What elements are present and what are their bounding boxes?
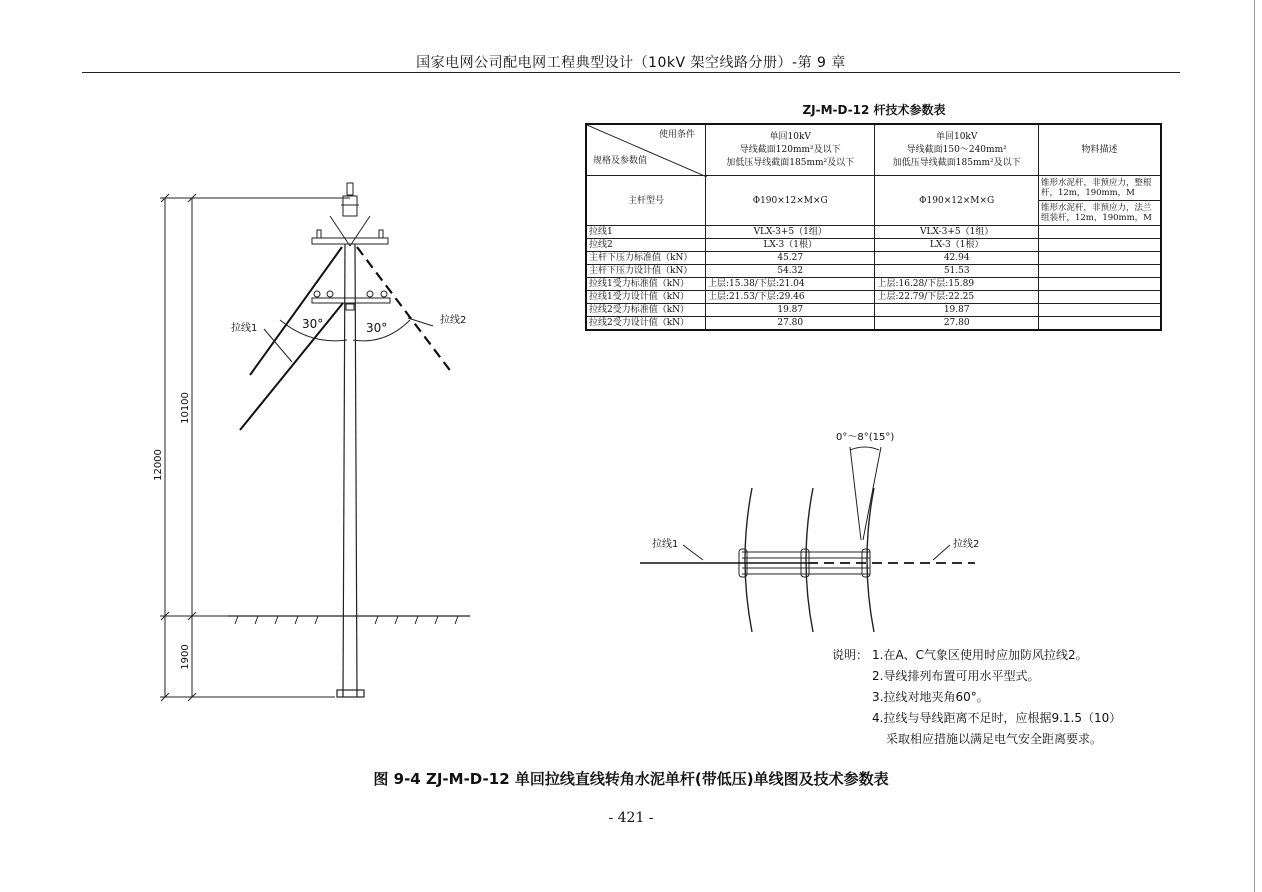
row-material-empty bbox=[1038, 278, 1161, 291]
row-v2: 51.53 bbox=[875, 265, 1038, 278]
plan-guy2-label: 拉线2 bbox=[953, 539, 980, 550]
row-v2: Φ190×12×M×G bbox=[875, 176, 1038, 226]
row-v2: 19.87 bbox=[875, 304, 1038, 317]
note-item: 3.拉线对地夹角60°。 bbox=[872, 690, 989, 704]
angle2-label: 30° bbox=[366, 321, 388, 335]
row-v2: 27.80 bbox=[875, 317, 1038, 331]
note-line bbox=[832, 645, 1121, 666]
col2-line2: 导线截面150～240mm² bbox=[906, 144, 1007, 155]
lower-crossarm bbox=[312, 291, 390, 310]
table-row bbox=[586, 278, 1161, 291]
dimension-lines bbox=[160, 194, 350, 701]
col3-header: 物料描述 bbox=[1038, 124, 1161, 176]
row-name: 拉线1受力设计值（kN） bbox=[586, 291, 706, 304]
row-name: 主杆下压力设计值（kN） bbox=[586, 265, 706, 278]
row-name: 拉线2 bbox=[586, 239, 706, 252]
row-name: 主杆下压力标准值（kN） bbox=[586, 252, 706, 265]
row-name: 拉线2受力标准值（kN） bbox=[586, 304, 706, 317]
row-v1: 27.80 bbox=[706, 317, 875, 331]
table-row bbox=[586, 291, 1161, 304]
ground-hatch bbox=[235, 616, 458, 624]
row-material-empty bbox=[1038, 291, 1161, 304]
row-material-empty bbox=[1038, 265, 1161, 278]
dim-below-label: 1900 bbox=[180, 644, 191, 670]
plan-angle-label: 0°～8°(15°) bbox=[836, 432, 895, 443]
table-row bbox=[586, 252, 1161, 265]
row-name: 拉线1受力标准值（kN） bbox=[586, 278, 706, 291]
col2-header bbox=[875, 124, 1038, 176]
guy-wire-1 bbox=[240, 247, 343, 430]
row-name: 拉线2受力设计值（kN） bbox=[586, 317, 706, 331]
material-1: 锥形水泥杆，非预应力，整根杆，12m，190mm，M bbox=[1038, 176, 1161, 201]
row-v2: LX-3（1根） bbox=[875, 239, 1038, 252]
guy2-label: 拉线2 bbox=[440, 315, 467, 326]
col1-line3: 加低压导线截面185mm²及以下 bbox=[726, 157, 855, 168]
guy-wire-2 bbox=[357, 247, 452, 373]
plan-view-drawing bbox=[739, 447, 881, 632]
dim-total-label: 12000 bbox=[153, 449, 164, 481]
corner-bottom-label: 规格及参数值 bbox=[593, 156, 648, 166]
corner-top-label: 使用条件 bbox=[658, 130, 695, 140]
row-name: 拉线1 bbox=[586, 226, 706, 239]
note-item: 1.在A、C气象区使用时应加防风拉线2。 bbox=[872, 648, 1088, 662]
col2-line3: 加低压导线截面185mm²及以下 bbox=[892, 157, 1021, 168]
row-v2: 上层:16.28/下层:15.89 bbox=[875, 278, 1038, 291]
row-v2: VLX-3+5（1组） bbox=[875, 226, 1038, 239]
row-v1: Φ190×12×M×G bbox=[706, 176, 875, 226]
guy1-label: 拉线1 bbox=[231, 323, 258, 334]
table-row bbox=[586, 239, 1161, 252]
table-row bbox=[586, 265, 1161, 278]
row-v1: 上层:15.38/下层:21.04 bbox=[706, 278, 875, 291]
table-header-row bbox=[586, 124, 1161, 176]
top-crossarm bbox=[312, 183, 388, 246]
figure-caption: 图 9-4 ZJ-M-D-12 单回拉线直线转角水泥单杆(带低压)单线图及技术参数表 bbox=[373, 770, 889, 788]
dim-above-label: 10100 bbox=[180, 392, 191, 424]
row-v2: 42.94 bbox=[875, 252, 1038, 265]
row-material-empty bbox=[1038, 317, 1161, 331]
note-item: 4.拉线与导线距离不足时，应根据9.1.5（10） bbox=[872, 711, 1122, 725]
col1-line1: 单回10kV bbox=[769, 131, 811, 142]
angle-arcs bbox=[264, 318, 433, 362]
row-material-empty bbox=[1038, 226, 1161, 239]
table-row bbox=[586, 226, 1161, 239]
row-v1: 上层:21.53/下层:29.46 bbox=[706, 291, 875, 304]
row-material-empty bbox=[1038, 239, 1161, 252]
table-row bbox=[586, 304, 1161, 317]
tech-param-table bbox=[585, 123, 1162, 331]
row-name: 主杆型号 bbox=[586, 176, 706, 226]
col1-line2: 导线截面120mm²及以下 bbox=[739, 144, 841, 155]
angle1-label: 30° bbox=[302, 317, 324, 331]
row-v1: 19.87 bbox=[706, 304, 875, 317]
row-material-empty bbox=[1038, 252, 1161, 265]
table-corner-cell bbox=[586, 124, 706, 176]
note-item: 采取相应措施以满足电气安全距离要求。 bbox=[886, 732, 1103, 746]
note-item: 2.导线排列布置可用水平型式。 bbox=[872, 669, 1040, 683]
row-v1: 45.27 bbox=[706, 252, 875, 265]
col2-line1: 单回10kV bbox=[935, 131, 978, 142]
row-v1: VLX-3+5（1组） bbox=[706, 226, 875, 239]
row-v1: LX-3（1根） bbox=[706, 239, 875, 252]
page-header-title: 国家电网公司配电网工程典型设计（10kV 架空线路分册）-第 9 章 bbox=[416, 55, 846, 71]
table-row bbox=[586, 176, 1161, 201]
plan-guy1-label: 拉线1 bbox=[652, 539, 679, 550]
notes-block bbox=[832, 645, 1121, 750]
row-v1: 54.32 bbox=[706, 265, 875, 278]
table-title: ZJ-M-D-12 杆技术参数表 bbox=[802, 103, 946, 117]
page-number: - 421 - bbox=[608, 810, 654, 826]
notes-label: 说明： bbox=[832, 648, 869, 662]
row-v2: 上层:22.79/下层:22.25 bbox=[875, 291, 1038, 304]
row-material-empty bbox=[1038, 304, 1161, 317]
table-row bbox=[586, 317, 1161, 331]
pole bbox=[337, 244, 364, 697]
col1-header bbox=[706, 124, 875, 176]
material-2: 锥形水泥杆，非预应力，法兰组装杆，12m，190mm，M bbox=[1038, 201, 1161, 226]
